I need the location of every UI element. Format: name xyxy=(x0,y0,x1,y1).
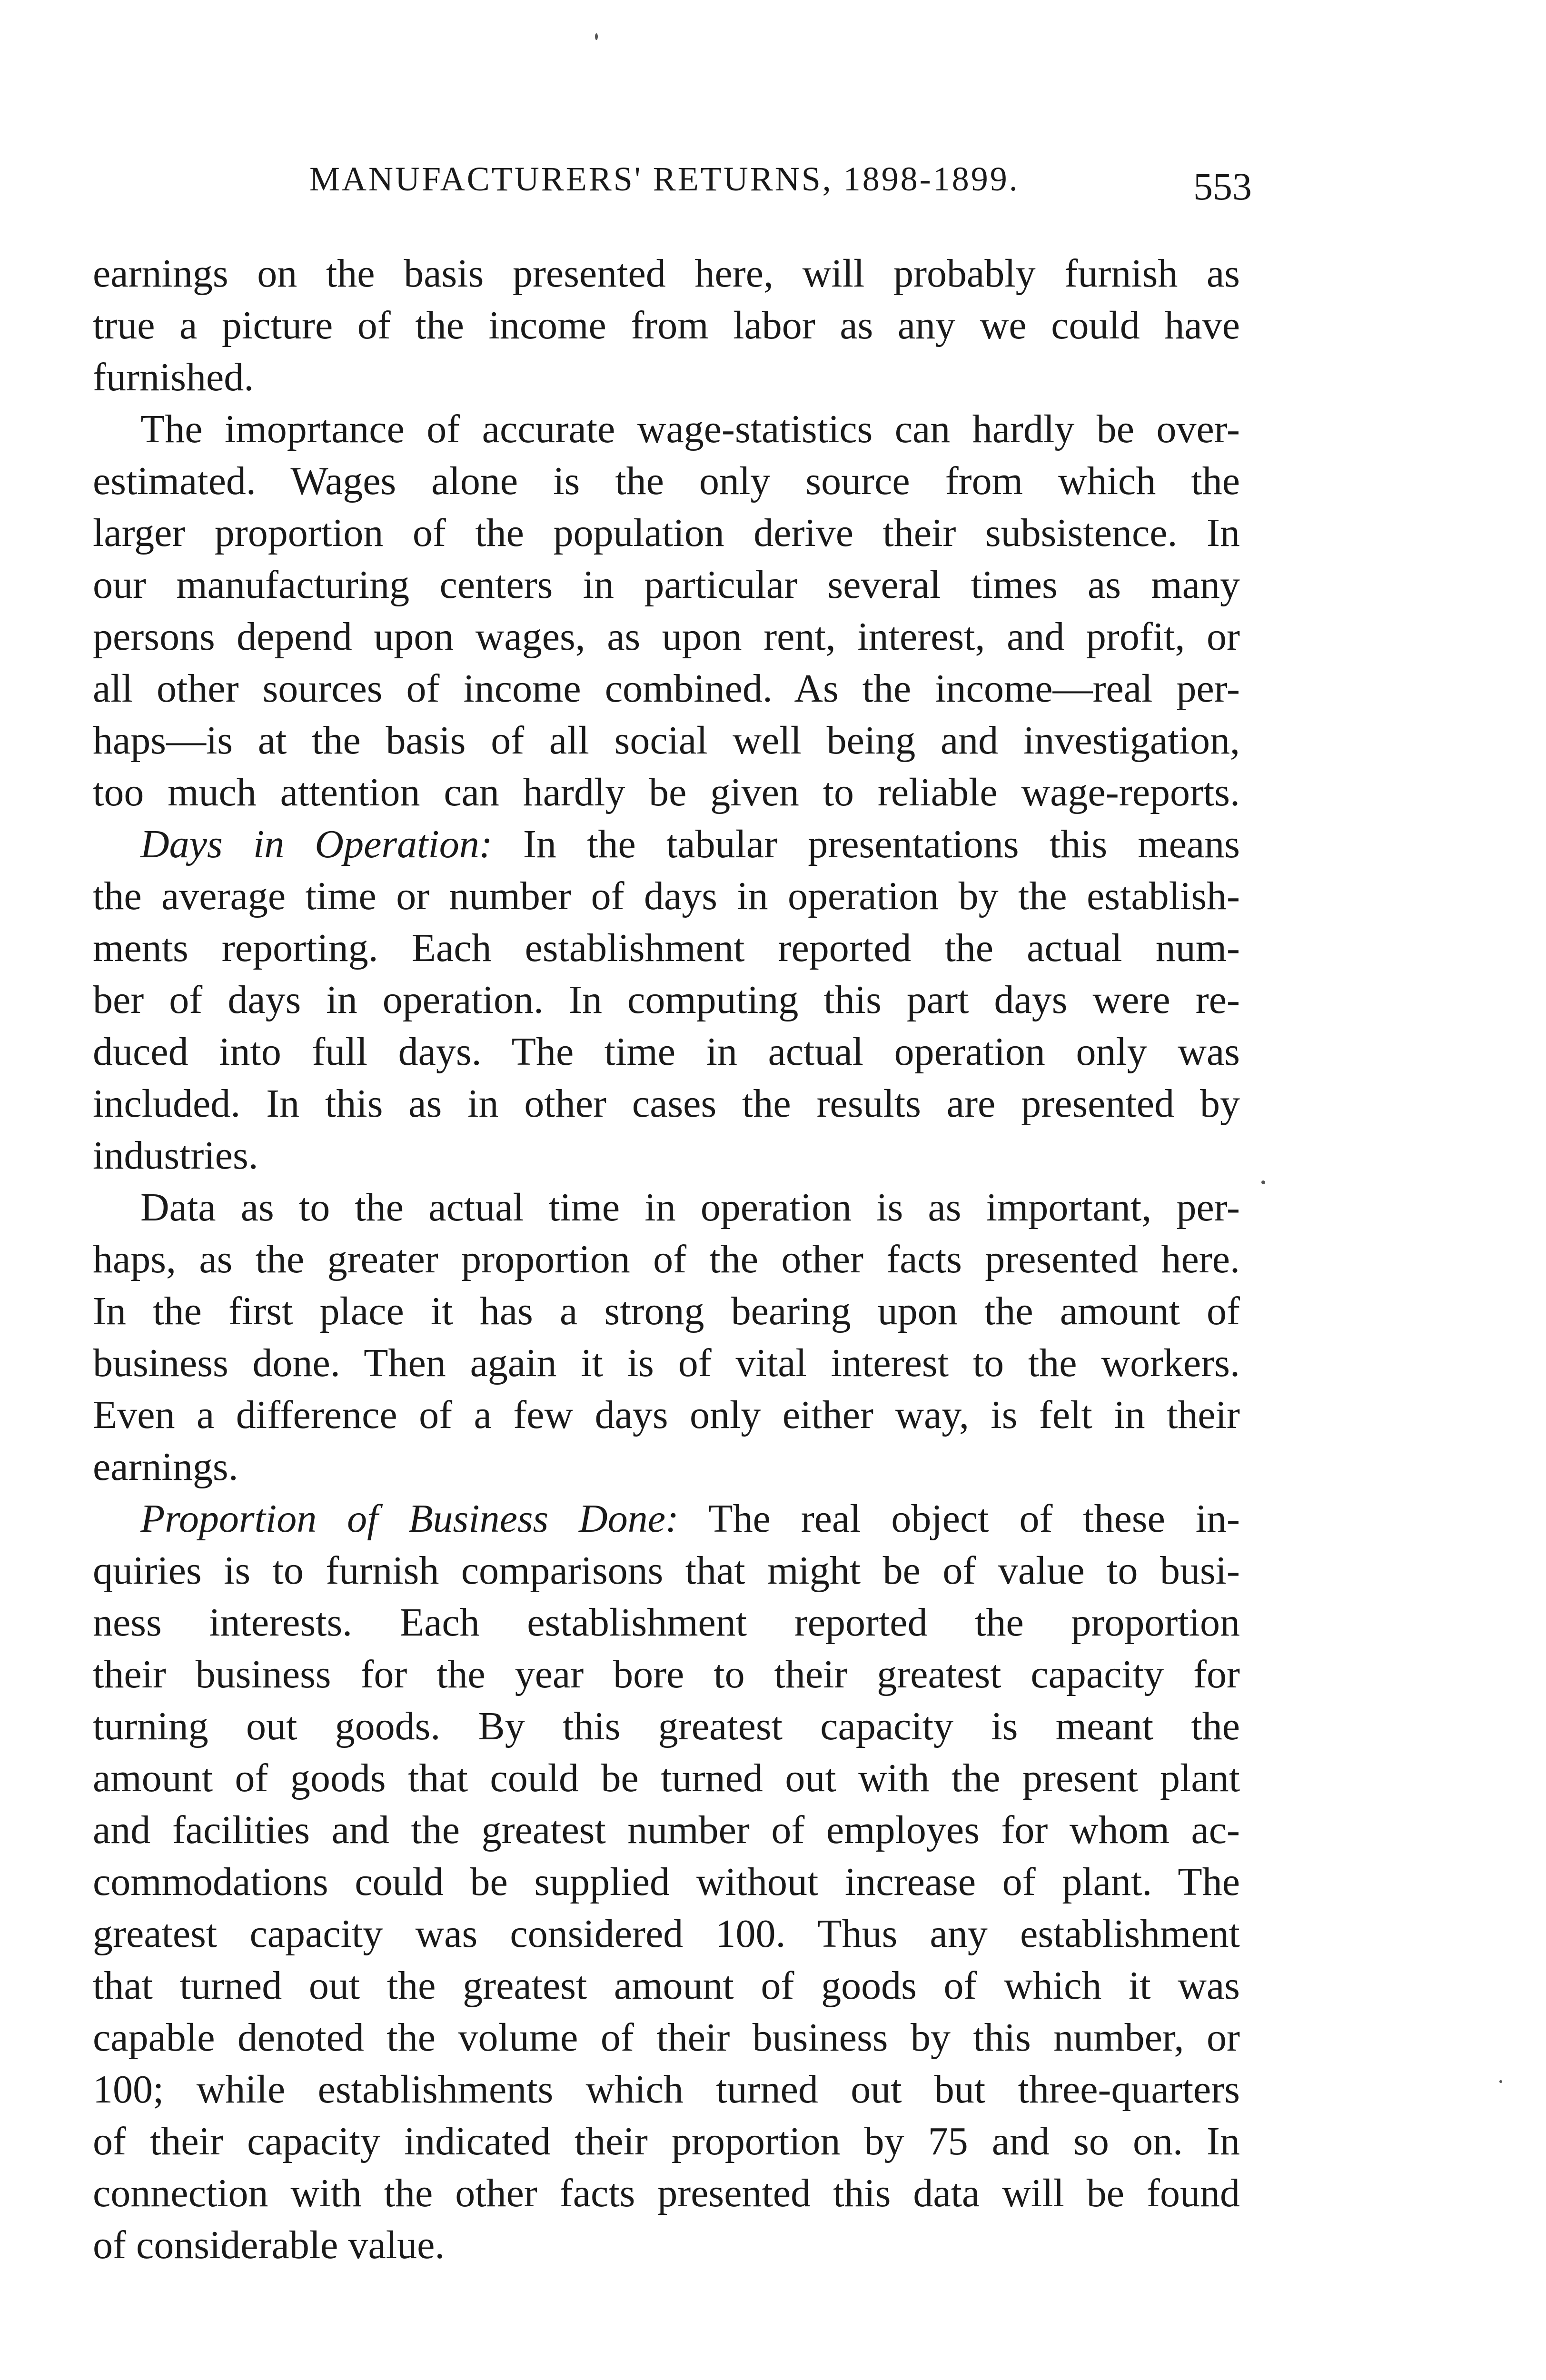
text-line: quiries is to furnish comparisons that might be of value to busi- xyxy=(93,1548,1240,1593)
text-line xyxy=(93,1493,1240,1545)
text-line: industries. xyxy=(93,1133,258,1178)
text-line: persons depend upon wages, as upon rent, interest, and profit, or xyxy=(93,615,1240,659)
section-lead: Proportion of Business Done: xyxy=(140,1497,679,1541)
lead-rest: The real object of these in- xyxy=(708,1497,1240,1541)
text-line: our manufacturing centers in particular several times as many xyxy=(93,563,1240,607)
text-line: included. In this as in other cases the results are presented by xyxy=(93,1081,1240,1126)
text-line: Even a difference of a few days only either way, is felt in their xyxy=(93,1393,1240,1437)
text-line: The imoprtance of accurate wage-statistics can hardly be over- xyxy=(140,407,1240,451)
text-line: duced into full days. The time in actual operation only was xyxy=(93,1030,1240,1074)
paragraph xyxy=(93,248,1240,403)
text-line: earnings. xyxy=(93,1445,238,1489)
text-line: turning out goods. By this greatest capacity is meant the xyxy=(93,1704,1240,1748)
running-title: MANUFACTURERS' RETURNS, 1898-1899. xyxy=(309,160,1020,198)
text-line: In the first place it has a strong bearing upon the amount of xyxy=(93,1289,1240,1333)
text-line: ness interests. Each establishment reported the proportion xyxy=(93,1600,1240,1645)
page-number: 553 xyxy=(1193,165,1252,208)
text-line: greatest capacity was considered 100. Thus any establishment xyxy=(93,1912,1240,1956)
text-line: larger proportion of the population derive their subsistence. In xyxy=(93,511,1240,555)
section-lead: Days in Operation: xyxy=(140,822,493,866)
text-line: of their capacity indicated their proportion by 75 and so on. In xyxy=(93,2119,1240,2163)
text-line: the average time or number of days in operation by the establish- xyxy=(93,874,1240,918)
text-line: 100; while establishments which turned out but three-quarters xyxy=(93,2067,1240,2112)
text-line: business done. Then again it is of vital interest to the workers. xyxy=(93,1341,1240,1385)
text-line: ber of days in operation. In computing this part days were re- xyxy=(93,978,1240,1022)
text-line: that turned out the greatest amount of goods of which it was xyxy=(93,1964,1240,2008)
scan-speck xyxy=(1261,1180,1265,1184)
text-line: haps, as the greater proportion of the other facts presented here. xyxy=(93,1237,1240,1281)
body-text xyxy=(93,248,1240,2271)
text-line: and facilities and the greatest number of employes for whom ac- xyxy=(93,1808,1240,1852)
text-line: estimated. Wages alone is the only source from which the xyxy=(93,459,1240,503)
paragraph-proportion-of-business xyxy=(93,1493,1240,2271)
text-line: commodations could be supplied without increase of plant. The xyxy=(93,1860,1240,1904)
scan-speck xyxy=(1499,2080,1502,2083)
text-line: connection with the other facts presented this data will be found xyxy=(93,2171,1240,2215)
text-line: capable denoted the volume of their business by this number, or xyxy=(93,2015,1240,2060)
paragraph-days-in-operation xyxy=(93,818,1240,1181)
text-line: ments reporting. Each establishment reported the actual num- xyxy=(93,926,1240,970)
scan-speck xyxy=(595,33,598,40)
lead-rest: In the tabular presentations this means xyxy=(523,822,1240,866)
text-line: their business for the year bore to their greatest capacity for xyxy=(93,1652,1240,1696)
text-line: too much attention can hardly be given to reliable wage-reports. xyxy=(93,770,1240,814)
text-line: of considerable value. xyxy=(93,2223,445,2267)
paragraph xyxy=(93,403,1240,818)
text-line: true a picture of the income from labor as any we could have xyxy=(93,303,1240,347)
text-line: furnished. xyxy=(93,355,254,399)
text-line: haps—is at the basis of all social well being and investigation, xyxy=(93,718,1240,763)
text-line: earnings on the basis presented here, will probably furnish as xyxy=(93,251,1240,296)
running-head xyxy=(95,159,1252,212)
paragraph xyxy=(93,1181,1240,1493)
text-line: all other sources of income combined. As the income—real per- xyxy=(93,666,1240,711)
text-line: Data as to the actual time in operation is as important, per- xyxy=(140,1185,1240,1230)
text-line xyxy=(93,818,1240,870)
text-line: amount of goods that could be turned out with the present plant xyxy=(93,1756,1240,1800)
